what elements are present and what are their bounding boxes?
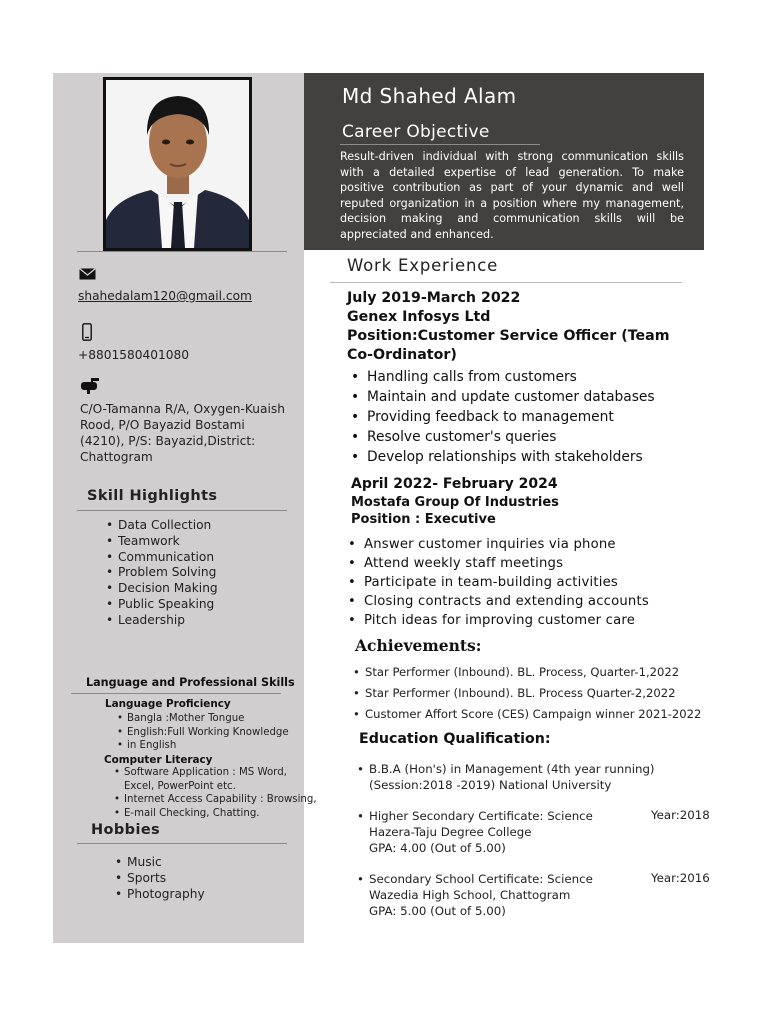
address <box>80 401 285 465</box>
list-item: • Maintain and update customer databases <box>367 387 655 407</box>
header-panel <box>304 73 704 250</box>
email-link[interactable]: shahedalam120@gmail.com <box>78 289 252 303</box>
list-item: • Providing feedback to management <box>367 407 655 427</box>
person-silhouette-icon <box>106 80 249 248</box>
address-line: Rood, P/O Bayazid Bostami <box>80 418 245 432</box>
list-item: • Closing contracts and extending accounts <box>364 592 649 611</box>
work-experience-heading: Work Experience <box>347 256 499 275</box>
list-item: • Communication <box>118 550 218 566</box>
achievements-list <box>350 662 701 725</box>
computer-literacy-list <box>112 766 317 820</box>
hobbies-heading: Hobbies <box>91 822 161 838</box>
list-item: • Answer customer inquiries via phone <box>364 535 649 554</box>
job1-duties-list <box>347 367 655 467</box>
education-line: Wazedia High School, Chattogram <box>369 888 571 902</box>
list-item: • Decision Making <box>118 581 218 597</box>
job1-position: Position:Customer Service Officer (Team <box>347 328 670 344</box>
job1-position-continued: Co-Ordinator) <box>347 347 457 363</box>
list-item: • English:Full Working Knowledge <box>127 726 289 740</box>
career-objective-text: Result-driven individual with strong communication skills with a detailed expertise of lead generation. To make positive contribution as part of your dynamic and well reputed organization in a position where my management, decision making and communication skills will be appreciated and enhanced. <box>340 150 684 241</box>
job2-position: Position : Executive <box>351 512 496 527</box>
job2-header <box>351 476 559 529</box>
list-item: • Software Application : MS Word, <box>124 766 317 780</box>
list-item-continuation: in English <box>127 740 177 751</box>
hobbies-list <box>109 855 205 902</box>
list-item: • Problem Solving <box>118 565 218 581</box>
education-heading: Education Qualification: <box>359 731 551 747</box>
skills-list <box>100 518 218 629</box>
mailbox-icon <box>80 378 102 397</box>
language-proficiency-list <box>115 712 289 753</box>
language-divider <box>71 693 281 694</box>
list-item: • Pitch ideas for improving customer care <box>364 611 649 630</box>
work-experience-divider <box>330 282 682 283</box>
list-item: • Customer Affort Score (CES) Campaign winner 2021-2022 <box>365 704 701 725</box>
job2-dates: April 2022- February 2024 <box>351 476 558 492</box>
candidate-name: Md Shahed Alam <box>342 84 517 108</box>
list-item: • Public Speaking <box>118 597 218 613</box>
education-line: • Secondary School Certificate: Science <box>369 872 593 886</box>
mobile-phone-icon <box>82 323 92 344</box>
job1-header <box>347 289 669 365</box>
list-item: • E-mail Checking, Chatting. <box>124 807 317 821</box>
list-item: • Internet Access Capability : Browsing, <box>124 793 317 807</box>
envelope-icon <box>79 268 96 283</box>
job1-company: Genex Infosys Ltd <box>347 309 491 325</box>
list-item: • Star Performer (Inbound). BL. Process Quarter-2,2022 <box>365 683 701 704</box>
education-line: Hazera-Taju Degree College <box>369 825 532 839</box>
job2-duties-list <box>344 535 649 630</box>
education-year: Year:2018 <box>651 808 710 822</box>
hobbies-divider <box>77 843 287 844</box>
list-item: • Data Collection <box>118 518 218 534</box>
list-item-continuation: Excel, PowerPoint etc. <box>124 780 236 792</box>
address-line: (4210), P/S: Bayazid,District: <box>80 434 256 448</box>
phone-number: +8801580401080 <box>78 348 190 362</box>
achievements-heading: Achievements: <box>355 636 482 655</box>
education-item <box>369 871 593 919</box>
profile-photo <box>103 77 252 251</box>
education-year: Year:2016 <box>651 871 710 885</box>
address-line: C/O-Tamanna R/A, Oxygen-Kuaish <box>80 402 285 416</box>
list-item: • Teamwork <box>118 534 218 550</box>
sidebar-divider-top <box>77 251 287 252</box>
career-objective-heading: Career Objective <box>342 122 490 142</box>
list-item: • Photography <box>127 887 205 903</box>
job1-dates: July 2019-March 2022 <box>347 290 521 306</box>
list-item: • Leadership <box>118 613 218 629</box>
address-line: Chattogram <box>80 450 153 464</box>
education-line: • B.B.A (Hon's) in Management (4th year running) <box>369 762 655 776</box>
education-line: GPA: 5.00 (Out of 5.00) <box>369 904 506 918</box>
list-item: • Resolve customer's queries <box>367 427 655 447</box>
list-item: • Star Performer (Inbound). BL. Process, Quarter-1,2022 <box>365 662 701 683</box>
education-line: (Session:2018 -2019) National University <box>369 778 612 792</box>
computer-literacy-heading: Computer Literacy <box>104 754 213 766</box>
list-item: • Handling calls from customers <box>367 367 655 387</box>
list-item: • Sports <box>127 871 205 887</box>
list-item: • Bangla :Mother Tongue <box>127 712 289 726</box>
career-divider <box>340 144 540 145</box>
education-item <box>369 808 593 856</box>
language-proficiency-heading: Language Proficiency <box>105 698 231 710</box>
language-heading: Language and Professional Skills <box>86 676 295 689</box>
education-line: • Higher Secondary Certificate: Science <box>369 809 593 823</box>
education-line: GPA: 4.00 (Out of 5.00) <box>369 841 506 855</box>
list-item: • Participate in team-building activities <box>364 573 649 592</box>
list-item: • Develop relationships with stakeholders <box>367 447 655 467</box>
list-item: • Music <box>127 855 205 871</box>
skills-heading: Skill Highlights <box>87 488 218 504</box>
list-item: • Attend weekly staff meetings <box>364 554 649 573</box>
skills-divider <box>77 510 287 511</box>
job2-company: Mostafa Group Of Industries <box>351 494 559 510</box>
list-item <box>127 739 289 753</box>
education-item <box>369 761 655 793</box>
